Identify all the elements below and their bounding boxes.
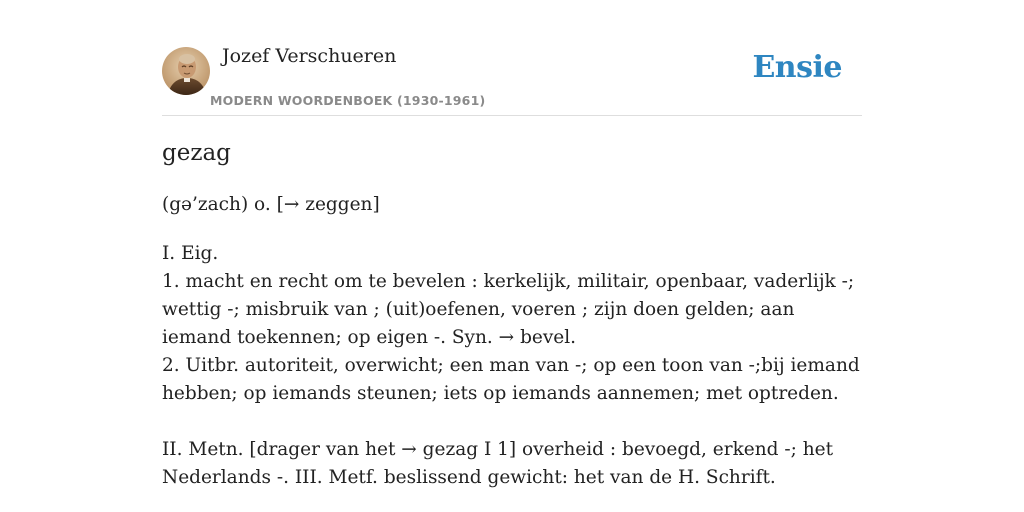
definition-line: II. Metn. [drager van het → gezag I 1] overheid : bevoegd, erkend -; het Nederlands -. III. Metf. beslissend gewicht: het van de H. Schrift. <box>162 439 834 488</box>
entry-header <box>162 0 862 116</box>
definition-spacer <box>162 408 862 436</box>
entry-card <box>162 0 862 488</box>
portrait-photo-icon <box>162 47 210 95</box>
entry-pronunciation: (gə’zach) o. [→ zeggen] <box>162 194 380 215</box>
entry-word: gezag <box>162 140 231 166</box>
author-avatar[interactable] <box>162 47 210 95</box>
ensie-logo[interactable]: Ensie <box>752 50 842 85</box>
definition-line: 2. Uitbr. autoriteit, overwicht; een man van -; op een toon van -;bij iemand hebben; op iemands steunen; iets op iemands aannemen; met optreden. <box>162 355 860 404</box>
entry-definition <box>162 240 862 492</box>
definition-line: 1. macht en recht om te bevelen : kerkelijk, militair, openbaar, vaderlijk -; wettig -; misbruik van ; (uit)oefenen, voeren ; zijn doen gelden; aan iemand toekennen; op eigen -. Syn. → bevel. <box>162 271 855 348</box>
source-title[interactable]: MODERN WOORDENBOEK (1930-1961) <box>210 93 486 108</box>
author-name[interactable]: Jozef Verschueren <box>222 45 397 67</box>
definition-line: I. Eig. <box>162 243 219 264</box>
